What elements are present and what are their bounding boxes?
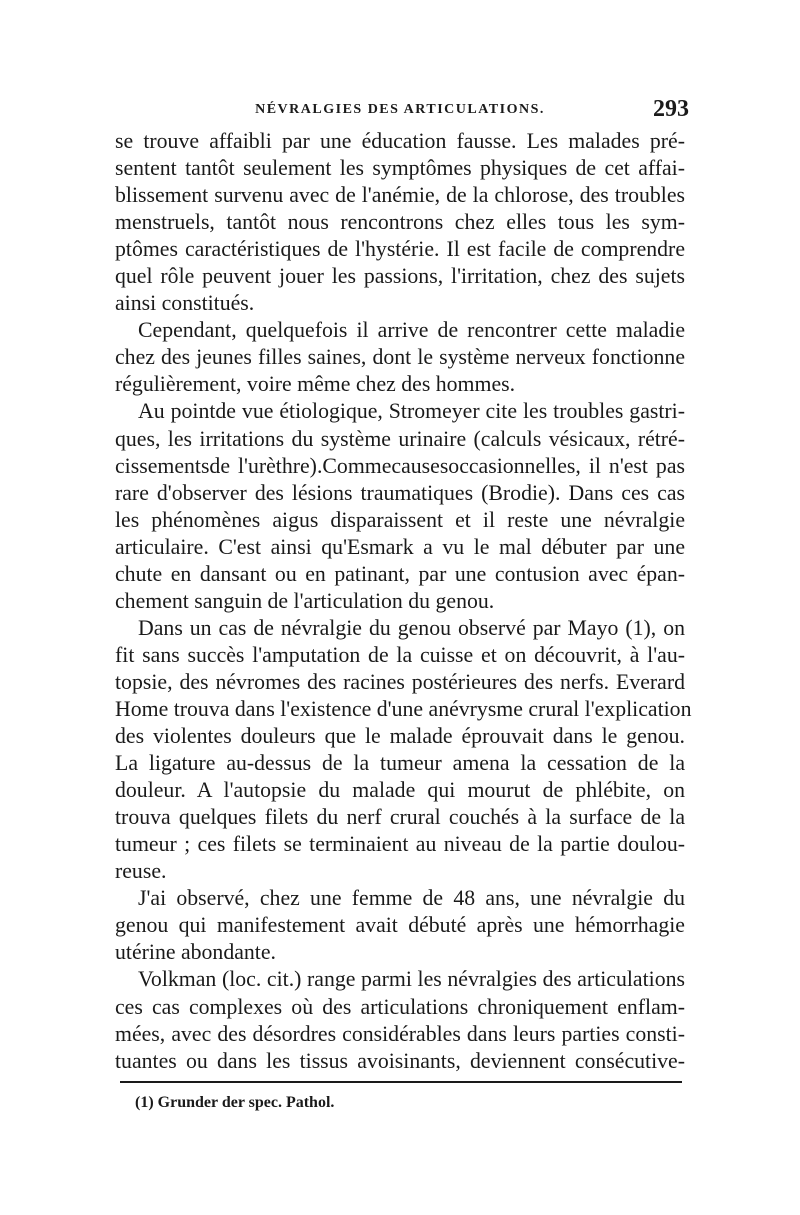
text-line: blissement survenu avec de l'anémie, de la chlorose, des troubles (115, 183, 685, 208)
text-line: rare d'observer des lésions traumatiques (Brodie). Dans ces cas (115, 480, 685, 505)
text-line: La ligature au-dessus de la tumeur amena la cessation de la (115, 751, 685, 776)
text-line: Home trouva dans l'existence d'une anévrysme crural l'explication (115, 696, 692, 721)
text-line: ainsi constitués. (115, 291, 255, 316)
text-line: chute en dansant ou en patinant, par une contusion avec épan- (115, 561, 685, 586)
text-line: fit sans succès l'amputation de la cuisse et on découvrit, à l'au- (115, 642, 685, 667)
text-line: articulaire. C'est ainsi qu'Esmark a vu le mal débuter par une (115, 534, 685, 559)
text-line: Volkman (loc. cit.) range parmi les névralgies des articulations (138, 967, 685, 992)
running-title: NÉVRALGIES DES ARTICULATIONS. (255, 102, 545, 117)
paragraph-4 (115, 615, 692, 885)
text-line: topsie, des névromes des racines postérieures des nerfs. Everard (115, 669, 685, 694)
text-line: des violentes douleurs que le malade éprouvait dans le genou. (115, 724, 685, 749)
text-line: les phénomènes aigus disparaissent et il reste une névralgie (115, 507, 685, 532)
text-line: menstruels, tantôt nous rencontrons chez elles tous les sym- (115, 210, 685, 235)
footnote: (1) Grunder der spec. Pathol. (135, 1094, 335, 1111)
footnote-divider (120, 1081, 682, 1083)
text-line: chez des jeunes filles saines, dont le système nerveux fonctionne (115, 345, 685, 370)
paragraph-1 (115, 128, 685, 317)
text-line: Dans un cas de névralgie du genou observé par Mayo (1), on (138, 615, 685, 640)
text-line: tuantes ou dans les tissus avoisinants, deviennent consécutive- (115, 1048, 685, 1073)
text-line: ptômes caractéristiques de l'hystérie. Il est facile de comprendre (115, 237, 685, 262)
text-line: ces cas complexes où des articulations chroniquement enflam- (115, 994, 685, 1019)
paragraph-5 (115, 885, 685, 966)
paragraph-6 (115, 966, 685, 1074)
text-line: J'ai observé, chez une femme de 48 ans, une névralgie du (138, 886, 685, 911)
paragraph-2 (115, 317, 685, 398)
text-line: tumeur ; ces filets se terminaient au niveau de la partie doulou- (115, 832, 685, 857)
text-line: douleur. A l'autopsie du malade qui mourut de phlébite, on (115, 778, 685, 803)
text-line: Cependant, quelquefois il arrive de rencontrer cette maladie (138, 318, 685, 343)
paragraph-3 (115, 398, 685, 614)
running-head (115, 96, 689, 126)
text-line: ques, les irritations du système urinaire (calculs vésicaux, rétré- (115, 426, 685, 451)
text-line: utérine abondante. (115, 940, 276, 965)
text-line: genou qui manifestement avait débuté après une hémorrhagie (115, 913, 685, 938)
text-line: Au pointde vue étiologique, Stromeyer cite les troubles gastri- (138, 399, 685, 424)
text-line: régulièrement, voire même chez des hommes. (115, 372, 516, 397)
text-line: quel rôle peuvent jouer les passions, l'irritation, chez des sujets (115, 264, 685, 289)
body-text (115, 128, 692, 1075)
text-line: reuse. (115, 859, 167, 884)
text-line: sentent tantôt seulement les symptômes physiques de cet affai- (115, 156, 685, 181)
text-line: chement sanguin de l'articulation du genou. (115, 588, 495, 613)
text-line: cissementsde l'urèthre).Commecausesoccasionnelles, il n'est pas (115, 453, 685, 478)
text-line: trouva quelques filets du nerf crural couchés à la surface de la (115, 805, 685, 830)
text-line: mées, avec des désordres considérables dans leurs parties consti- (115, 1021, 685, 1046)
text-line: se trouve affaibli par une éducation fausse. Les malades pré- (115, 129, 685, 153)
page-number: 293 (653, 96, 689, 122)
